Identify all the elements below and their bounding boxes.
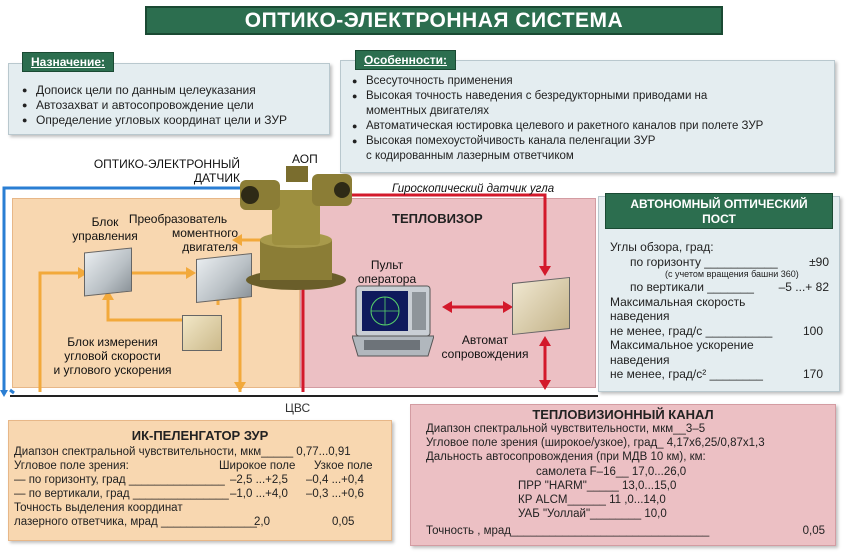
optical-sensor-turret — [230, 160, 362, 292]
ir-tracker-heading: ИК-ПЕЛЕНГАТОР ЗУР — [131, 428, 269, 443]
converter-label-line: двигателя — [182, 240, 238, 254]
list-item: ● Допоиск цели по данным целеуказания — [22, 83, 327, 98]
ir-spectral: Диапзон спектральной чувствительности, мкм_____ 0,77...0,91 — [14, 446, 351, 458]
thermal-accuracy-label: Точность , мрад_______________________________ — [426, 525, 710, 538]
orange-arrowhead — [234, 382, 246, 392]
list-item-text: с кодированным лазерным ответчиком — [366, 150, 574, 162]
ir-wide-header: Широкое поле — [219, 460, 296, 472]
tracker-label-line: сопровождения — [441, 347, 529, 361]
ir-vert-row — [14, 487, 386, 501]
console-label — [352, 258, 422, 286]
measure-unit-label — [40, 335, 185, 377]
measure-label-line: Блок измерения — [67, 335, 158, 349]
page-title: ОПТИКО-ЭЛЕКТРОННАЯ СИСТЕМА — [145, 6, 723, 35]
converter-label — [118, 212, 238, 254]
thermal-spectral: Диапзон спектральной чувствительности, мкм__3–5 — [426, 423, 706, 435]
ir-accuracy-wide: 2,0 — [254, 516, 270, 528]
accel-label: не менее, град/с² ________ — [610, 367, 763, 381]
horiz-note: (с учетом вращения башни 360) — [665, 269, 799, 279]
console-label-line: оператора — [357, 272, 417, 286]
control-unit-label-line: Блок — [91, 215, 119, 229]
aop-label: АОП — [292, 152, 318, 166]
purpose-heading: Назначение: — [22, 52, 114, 72]
ir-fov-row — [14, 459, 386, 473]
thermal-channel-heading: ТЕПЛОВИЗИОННЫЙ КАНАЛ — [532, 407, 714, 422]
ir-tracker-specs — [14, 445, 386, 529]
orange-link-line — [108, 297, 182, 320]
autonomous-post-heading-line: ПОСТ — [702, 212, 736, 226]
vert-value: –5 ...+ 82 — [778, 280, 829, 294]
thermal-fov: Угловое поле зрения (широкое/узкое), град_ 4,17х6,25/0,87х1,3 — [426, 437, 765, 450]
accel-label: наведения — [610, 352, 670, 367]
autonomous-post-heading-line: АВТОНОМНЫЙ ОПТИЧЕСКИЙ — [630, 197, 808, 211]
measure-unit-box — [182, 315, 222, 351]
converter-label-line: Преобразователь — [128, 212, 228, 226]
features-heading: Особенности: — [355, 50, 456, 70]
ir-accuracy-row — [14, 515, 386, 529]
list-item: ● Автоматическая юстировка целевого и ракетного каналов при полете ЗУР — [352, 119, 832, 134]
speed-value: 100 — [802, 323, 823, 338]
red-arrowhead — [539, 266, 551, 276]
accel-value: 170 — [802, 367, 823, 381]
list-item: ● Автозахват и автосопровождение цели — [22, 98, 327, 113]
ir-accuracy-label: лазерного ответчика, мрад _______________ — [14, 516, 257, 528]
red-arrowhead — [539, 380, 551, 390]
ir-accuracy-narrow: 0,05 — [332, 516, 355, 528]
thermal-channel-specs — [426, 422, 831, 539]
orange-arrowhead — [186, 267, 196, 279]
thermal-harm: ПРР "HARM"_____ 13,0...15,0 — [518, 479, 677, 492]
list-item: ● Высокая помехоустойчивость канала пеленгации ЗУР — [352, 134, 832, 149]
red-arrowhead — [442, 301, 452, 313]
accel-row — [610, 367, 835, 382]
horiz-value: ±90 — [809, 254, 829, 269]
thermal-f16: самолета F–16__ 17,0...26,0 — [536, 465, 687, 478]
tracker-label — [430, 333, 540, 361]
thermal-range: Дальность автосопровождения (при МДВ 10 км), км: — [426, 451, 706, 464]
speed-label: Максимальная скорость — [610, 294, 746, 309]
vert-label: по вертикали _______ — [630, 280, 754, 294]
operator-console — [352, 284, 434, 360]
sensor-label-line: ОПТИКО-ЭЛЕКТРОННЫЙ — [93, 157, 240, 171]
ir-accuracy-label: Точность выделения координат — [14, 502, 183, 514]
horiz-row — [610, 255, 835, 270]
control-unit-box — [84, 247, 132, 296]
sensor-label-line: ДАТЧИК — [193, 171, 240, 185]
tracker-label-line: Автомат — [461, 333, 509, 347]
cvs-label: ЦВС — [285, 401, 311, 415]
speed-label: не менее, град/с __________ — [610, 323, 773, 338]
ir-horiz-row — [14, 473, 386, 487]
thermal-label: ТЕПЛОВИЗОР — [392, 211, 483, 226]
speed-row — [610, 324, 835, 339]
measure-label-line: и углового ускорения — [53, 363, 172, 377]
accel-label: Максимальное ускорение — [610, 338, 754, 352]
autonomous-post-specs — [610, 240, 835, 382]
ir-vert-wide: –1,0 ...+4,0 — [230, 488, 288, 500]
ir-narrow-header: Узкое поле — [314, 460, 373, 472]
thermal-alcm: КР ALCM______ 11 ,0...14,0 — [518, 494, 666, 507]
blue-arrowhead — [0, 390, 8, 397]
horiz-label: по горизонту ___________ — [630, 254, 778, 269]
measure-label-line: угловой скорости — [64, 349, 161, 363]
list-item: ● Всесуточность применения — [352, 74, 832, 89]
ir-horiz-label: — по горизонту, град _______________ — [14, 474, 225, 486]
ir-vert-narrow: –0,3 ...+0,6 — [306, 488, 364, 500]
blue-link-line — [10, 390, 14, 393]
thermal-accuracy-value: 0,05 — [802, 525, 825, 538]
speed-label: наведения — [610, 309, 670, 323]
ir-horiz-narrow: –0,4 ...+0,4 — [306, 474, 364, 486]
sensor-label — [90, 157, 240, 185]
list-item-text: моментных двигателях — [366, 105, 489, 117]
ir-fov-label: Угловое поле зрения: — [14, 460, 129, 472]
ir-vert-label: — по вертикали, град _______________ — [14, 488, 229, 500]
angles-label: Углы обзора, град: — [610, 240, 714, 254]
ir-horiz-wide: –2,5 ...+2,5 — [230, 474, 288, 486]
list-item: ● Высокая точность наведения с безредукторными приводами на — [352, 89, 832, 104]
console-label-line: Пульт — [370, 258, 404, 272]
thermal-accuracy-row — [426, 524, 831, 538]
red-arrowhead — [539, 336, 551, 346]
control-unit-label-line: управления — [72, 229, 138, 243]
thermal-wallay: УАБ "Уоллай"________ 10,0 — [518, 508, 667, 521]
tracker-box — [512, 277, 570, 335]
autonomous-post-heading — [605, 193, 833, 229]
converter-label-line: моментного — [171, 226, 238, 240]
gyro-label: Гироскопический датчик угла — [392, 183, 555, 195]
list-item: ● Определение угловых координат цели и ЗУР — [22, 113, 327, 128]
vert-row — [610, 280, 835, 295]
